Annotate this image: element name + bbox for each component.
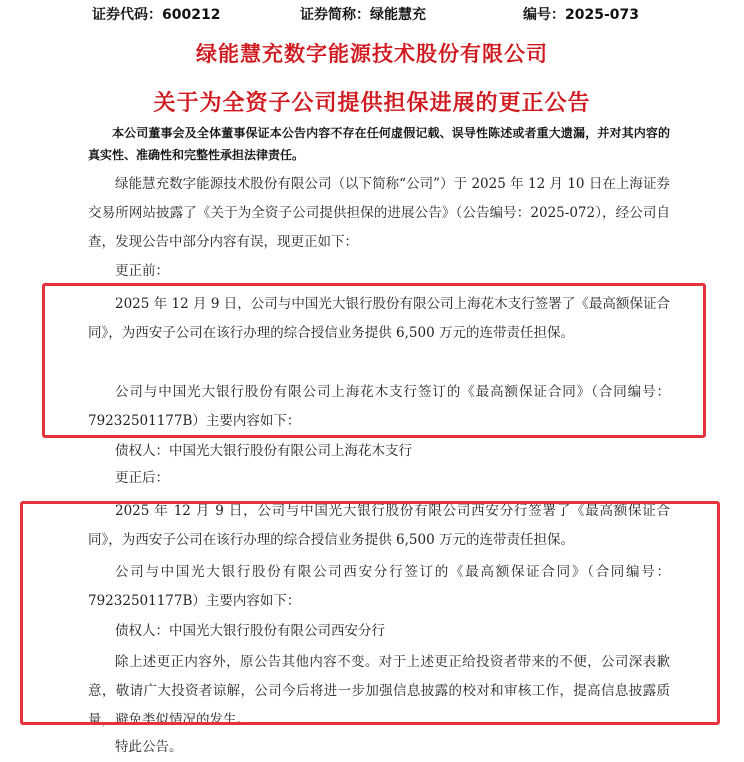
highlight-box-before	[42, 283, 706, 438]
intro-paragraph: 绿能慧充数字能源技术股份有限公司（以下简称“公司”）于 2025 年 12 月 10 日在上海证券交易所网站披露了《关于为全资子公司提供担保的进展公告》（公告编号：2025-072），经公司自查，发现公告中部分内容有误，现更正如下：	[88, 176, 670, 250]
board-statement: 本公司董事会及全体董事保证本公告内容不存在任何虚假记载、误导性陈述或者重大遗漏，并对其内容的真实性、准确性和完整性承担法律责任。	[88, 126, 670, 162]
closing-line: 特此公告。	[115, 739, 183, 755]
document-header	[0, 2, 744, 26]
stock-short-name: 证券简称：绿能慧充	[300, 7, 426, 23]
announcement-number: 编号：2025-073	[523, 7, 639, 23]
before-creditor: 债权人：中国光大银行股份有限公司上海花木支行	[115, 443, 412, 459]
after-label: 更正后：	[115, 470, 169, 486]
before-label: 更正前：	[115, 263, 169, 279]
announcement-title: 关于为全资子公司提供担保进展的更正公告	[153, 91, 591, 116]
stock-code: 证券代码：600212	[92, 7, 221, 23]
before-paragraph-2: 公司与中国光大银行股份有限公司上海花木支行签订的《最高额保证合同》（合同编号：79232501177B）主要内容如下：	[88, 384, 670, 429]
apology-paragraph: 除上述更正内容外，原公告其他内容不变。对于上述更正给投资者带来的不便，公司深表歉意，敬请广大投资者谅解，公司今后将进一步加强信息披露的校对和审核工作，提高信息披露质量，避免类似情况的发生。	[88, 654, 670, 728]
before-paragraph-1: 2025 年 12 月 9 日，公司与中国光大银行股份有限公司上海花木支行签署了《最高额保证合同》，为西安子公司在该行办理的综合授信业务提供 6,500 万元的连带责任担保。	[88, 296, 670, 341]
company-name: 绿能慧充数字能源技术股份有限公司	[196, 42, 548, 66]
highlight-box-after	[20, 501, 720, 725]
after-paragraph-1: 2025 年 12 月 9 日，公司与中国光大银行股份有限公司西安分行签署了《最高额保证合同》，为西安子公司在该行办理的综合授信业务提供 6,500 万元的连带责任担保。	[88, 503, 670, 548]
after-creditor: 债权人：中国光大银行股份有限公司西安分行	[115, 623, 385, 639]
after-paragraph-2: 公司与中国光大银行股份有限公司西安分行签订的《最高额保证合同》（合同编号：79232501177B）主要内容如下：	[88, 564, 670, 609]
